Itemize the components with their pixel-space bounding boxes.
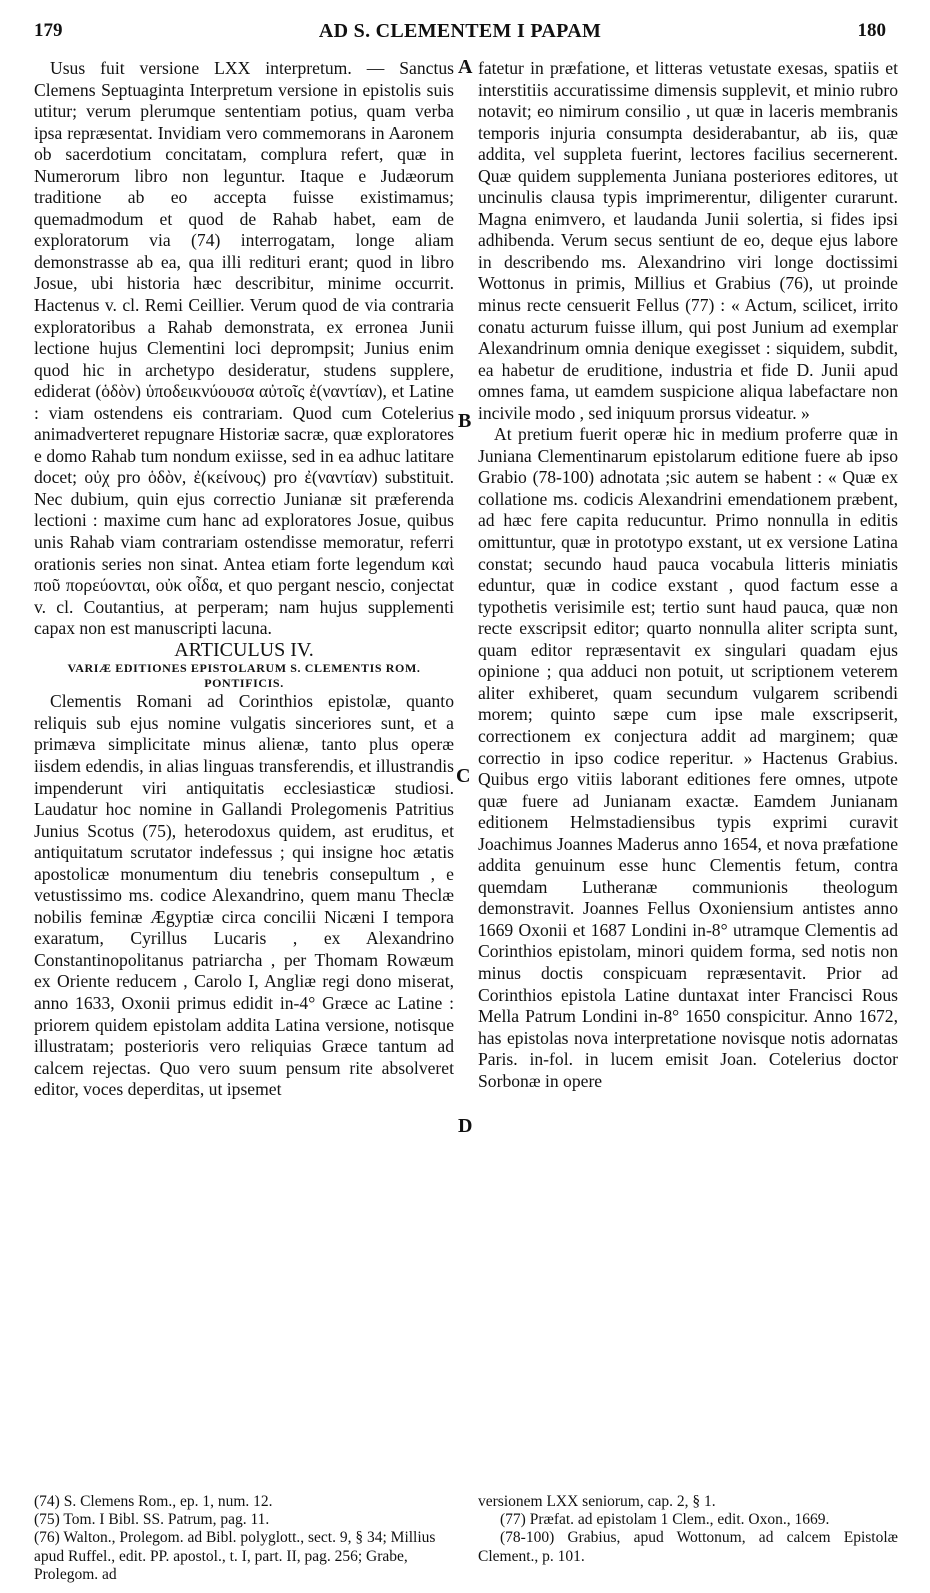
article-subheading: VARIÆ EDITIONES EPISTOLARUM S. CLEMENTIS ROM. PONTIFICIS. [67,661,421,691]
article-heading: ARTICULUS IV. [174,638,314,661]
right-paragraph-2: At pretium fuerit operæ hic in medium proferre quæ in Juniana Clementinarum epistolarum editione fuere ab ipso Grabio (78-100) adnotata ;sic autem se habent : « Quæ ex collatione ms. codicis Alexandrini emendationem præbent, ad hæc fere capita reducuntur. Primo nonnulla in editis omittuntur, quæ in prototypo exstant, ut ex versione Latina constat; secundo haud pauca vocabula litteris miniatis eduntur, quæ in codice exstant , quod factum esse a typothetis verisimile est; tertio sunt haud pauca, quæ non recte exscripsit editor; quarto nonnulla aliter scripta sunt, quam editor repræsentavit ex singulari quadam ejus opinione ; qua adduci non potuit, ut scriptionem veterem aliter exhiberet, quam secundum vulgarem scribendi morem; quinto sæpe cum ipse male exscripserit, correctionem ex conjectura addit ad marginem; quæ correctio in ipso codice reperitur. » Hactenus Grabius. Quibus ergo vitiis laborant editiones fere omnes, utpote quæ fuere ad Junianam exactæ. Eamdem Junianam editionem Helmstadiensibus typis exprimi curavit Joachimus Joannes Maderus anno 1654, et nova præfatione addita genuinum esse hunc Clementis fetum, contra quemdam Lutheranæ communionis theologum demonstravit. Joannes Fellus Oxoniensium antistes anno 1669 Oxonii et 1687 Londini in-8° utramque Clementis ad Corinthios epistolam, minori quidem forma, sed notis non minus doctis conspicuam repræsentavit. Prior ad Corinthios epistola Latine duntaxat inter Francisci Rous Mella Patrum Londini in-8° 1650 conspicitur. Anno 1672, has epistolas nova interpretatione novisque notis adornatas Paris. in-fol. in lucem emisit Joan. Cotelerius doctor Sorbonæ in opere [478,424,898,1091]
right-column [478,58,898,1092]
margin-marker-a: A [458,56,473,78]
footnote-78-100: (78-100) Grabius, apud Wottonum, ad calcem Epistolæ Clement., p. 101. [478,1529,898,1565]
right-paragraph-1: fatetur in præfatione, et litteras vetustate exesas, spatiis et interstitiis accuratissime dimensis supplevit, et minio rubro notavit; eo nimirum consilio , ut quæ in laceris membranis temporis injuria consumpta desiderabantur, ab iis, quæ addita, vel suppleta fuerint, lectores facilius secernerent. Quæ quidem supplementa Juniana posteriores editores, ut uncinulis clausa typis imprimerentur, diligenter curarunt. Magna enimvero, et laudanda Junii solertia, si fides ipsi adhibenda. Verum secus sentiunt de eo, deque ejus labore in describendo ms. Alexandrino viri longe doctissimi Wottonus in primis, Millius et Grabius (76), ut proinde minus recte censuerit Fellus (77) : « Actum, scilicet, irrito conatu acturum fuisse illum, qui post Junium ad exemplar Alexandrinum omnia denique exegisset : siquidem, subdit, ea habetur de eruditione, industria et fide D. Junii apud omnes fama, ut eamdem suspicione aliqua labefactare non incivile modo , sed iniquum prorsus videatur. » [478,58,898,423]
footnote-74: (74) S. Clemens Rom., ep. 1, num. 12. [34,1493,273,1510]
footnotes-left [34,1493,444,1584]
page-header [34,20,886,50]
footnote-76: (76) Walton., Prolegom. ad Bibl. polyglott., sect. 9, § 34; Millius apud Ruffel., edit. PP. apostol., t. I, part. II, pag. 256; Grabe, Prolegom. ad [34,1529,436,1583]
footnote-76-continued: versionem LXX seniorum, cap. 2, § 1. [478,1493,716,1510]
left-paragraph-1: Usus fuit versione LXX interpretum. — Sanctus Clemens Septuaginta Interpretum versione in epistolis suis utitur; verum plerumque sententiam potius, quam verba ipsa repræsentat. Invidiam vero commemorans in Aaronem ob sacerdotium concitatam, complura refert, quæ in Numerorum libro non leguntur. Itaque e Judæorum traditione ab eo acceptа fuisse existimamus; quemadmodum et quod de Rahab habet, eam de exploratorum via (74) interrogatam, longe aliam demonstrasse ab ea, qua illi redituri erant; quod in libro Josue, ubi historia hæc describitur, minime occurrit. Hactenus v. cl. Remi Ceillier. Verum quod de via contraria exploratoribus a Rahab demonstrata, ex erronea Junii lectione hujus Clementini loci deprompsit; Junius enim quod hic in archetypo desideratur, studens supplere, ediderat (ὁδὸν) ὑποδεικνύουσα αὐτοῖς ἐ(ναντίαν), et Latine : viam ostendens eis contrariam. Quod cum Cotelerius animadverteret repugnare Historiæ sacræ, quæ exploratores e domo Rahab tum nondum exiisse, sed in ea adhuc latitare docet; οὐχ pro ὁδὸν, ἐ(κείνους) pro ἐ(ναντίαν) substituit. Nec dubium, quin ejus correctio Junianæ sit præferenda lectioni : maxime cum hanc ad exploratores Josue, quibus unis Rahab viam contrariam ostendisse memoratur, referri orationis series non sinat. Antea etiam forte legendum καὶ ποῦ πορεύονται, οὐκ οἶδα, et quo pergant nescio, conjectat v. cl. Coutantius, at perperam; nam hujus supplementi capax non est manuscripti lacuna. [34,58,454,639]
footnote-75: (75) Tom. I Bibl. SS. Patrum, pag. 11. [34,1511,270,1529]
left-paragraph-2: Clementis Romani ad Corinthios epistolæ, quanto reliquis sub ejus nomine vulgatis sinceriores sunt, et a primæva simplicitate minus alienæ, tanto plus operæ iisdem edendis, in alias linguas transferendis, et illustrandis impenderunt viri antiquitatis ecclesiasticæ studiosi. Laudatur hoc nomine in Gallandi Prolegomenis Patritius Junius Scotus (75), heterodoxus quidem, ast eruditus, et antiquitatum scrutator indefessus ; qui insigne hoc ætatis apostolicæ monumentum diu tenebris consepultum , e vetustissimo ms. codice Alexandrino, quem manu Theclæ nobilis feminæ Ægyptiæ circa concilii Nicæni I tempora exaratum, Cyrillus Lucaris , ex Alexandrino Constantinopolitanus patriarcha , per Thomam Rowæum ex Oriente reducem , Carolo I, Angliæ regi dono miserat, anno 1633, Oxonii primus edidit in-4° Græce ac Latine : priorem quidem epistolam addita Latina versione, notisque illustratam; posterioris vero reliquias Græce tantum ad calcem rejectas. Quo vero suum pensum rite absolveret editor, voces deperditas, ut ipsemet [34,691,454,1100]
running-title: AD S. CLEMENTEM I PAPAM [318,20,602,42]
margin-marker-b: B [458,410,472,432]
footnote-77: (77) Præfat. ad epistolam 1 Clem., edit. Oxon., 1669. [500,1511,830,1529]
page-number-left: 179 [34,20,63,41]
margin-marker-d: D [458,1115,473,1137]
left-column [34,58,454,1101]
margin-marker-c: C [456,765,471,787]
page-number-right: 180 [857,20,886,41]
footnotes-right [478,1493,898,1566]
